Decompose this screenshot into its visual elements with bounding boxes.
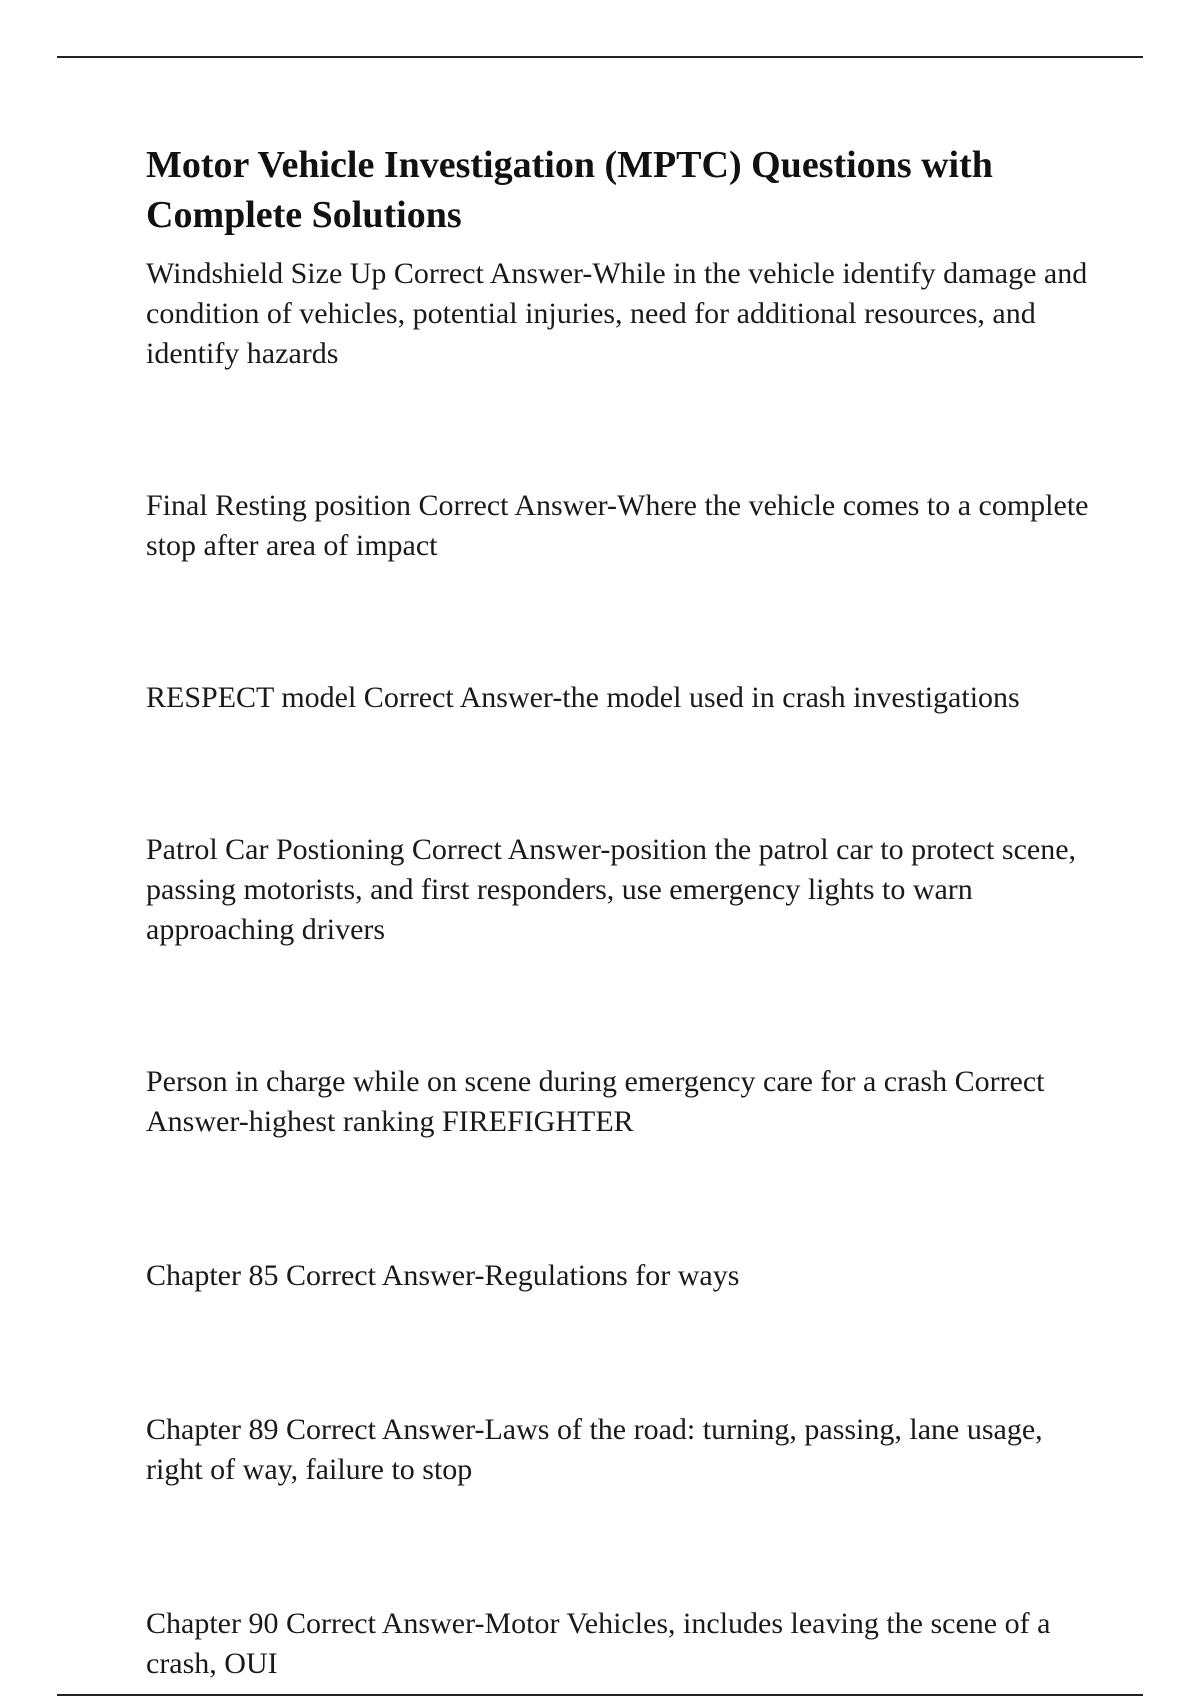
header-rule — [57, 56, 1143, 58]
qa-item-windshield-size-up: Windshield Size Up Correct Answer-While in the vehicle identify damage and condition of vehicles, potential injuries, need for additional resources, and identify hazards — [146, 257, 1088, 370]
qa-item-patrol-car-positioning: Patrol Car Postioning Correct Answer-position the patrol car to protect scene, passing motorists, and first responders, use emergency lights to warn approaching drivers — [146, 833, 1077, 946]
footer-rule — [57, 1694, 1143, 1696]
qa-item-chapter-90: Chapter 90 Correct Answer-Motor Vehicles, includes leaving the scene of a crash, OUI — [146, 1607, 1051, 1680]
qa-item-respect-model: RESPECT model Correct Answer-the model used in crash investigations — [146, 681, 1020, 714]
qa-item-chapter-89: Chapter 89 Correct Answer-Laws of the road: turning, passing, lane usage, right of way, failure to stop — [146, 1413, 1043, 1486]
document-content — [146, 140, 1106, 1684]
qa-item-final-resting-position: Final Resting position Correct Answer-Where the vehicle comes to a complete stop after area of impact — [146, 489, 1089, 562]
qa-item-person-in-charge: Person in charge while on scene during emergency care for a crash Correct Answer-highest ranking FIREFIGHTER — [146, 1065, 1045, 1138]
qa-list — [146, 254, 1106, 1684]
document-title: Motor Vehicle Investigation (MPTC) Questions with Complete Solutions — [146, 144, 993, 236]
qa-item-chapter-85: Chapter 85 Correct Answer-Regulations for ways — [146, 1259, 740, 1292]
